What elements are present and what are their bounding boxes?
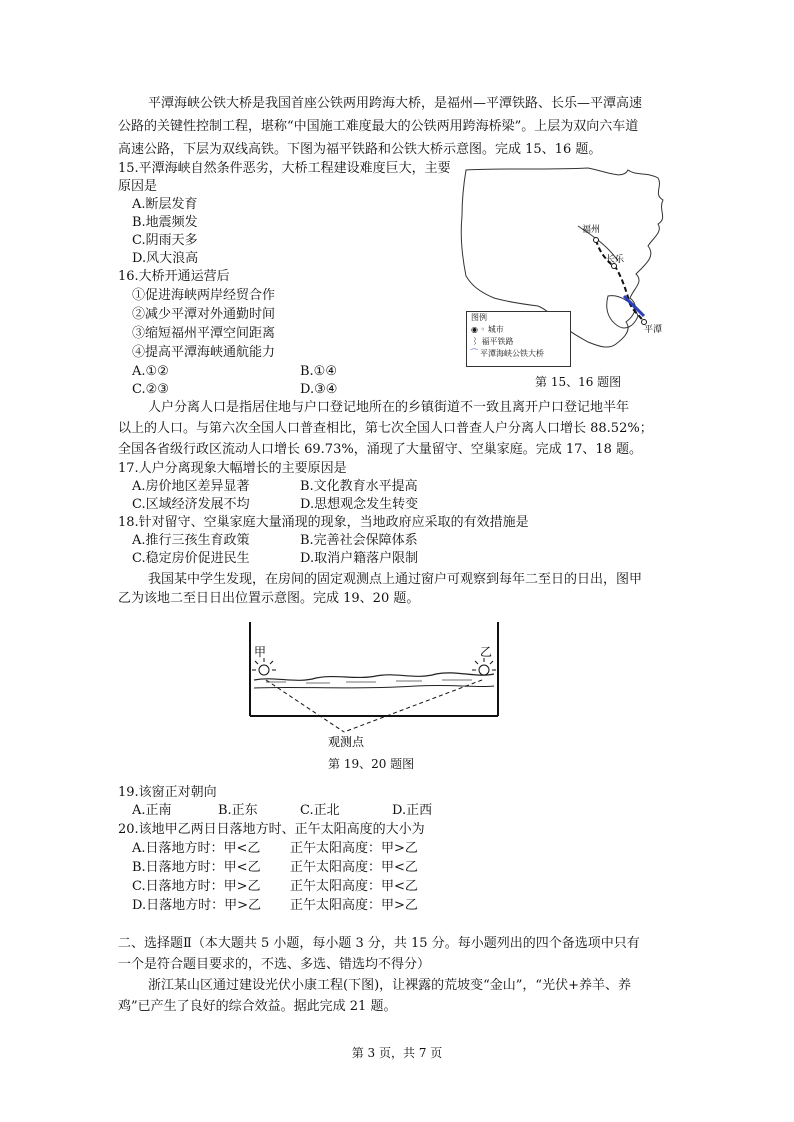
island-coast [607,296,638,328]
q19-option-d[interactable]: D.正西 [392,803,433,818]
city-marker-fuzhou [594,238,599,243]
q18-option-a[interactable]: A.推行三孩生育政策 [132,533,250,548]
q15-stem-1: 15.平潭海峡自然条件恶劣，大桥工程建设难度巨大，主要 [118,161,451,176]
q19-stem: 19.该窗正对朝向 [118,785,217,800]
sunrise-window-figure [236,620,506,750]
q16-item-2: ②减少平潭对外通勤时间 [132,307,276,322]
section2-line1: 二、选择题Ⅱ（本大题共 5 小题，每小题 3 分，共 15 分。每小题列出的四个备选项中只有 [118,936,640,951]
label-yi: 乙 [480,645,493,659]
intro2-line1: 人户分离人口是指居住地与户口登记地所在的乡镇街道不一致且离开户口登记地半年 [148,400,630,415]
q15-option-c[interactable]: C.阴雨天多 [132,233,198,248]
mountain-horizon [254,673,494,680]
q18-option-b[interactable]: B.完善社会保障体系 [300,533,418,548]
q16-option-b[interactable]: B.①④ [300,364,337,379]
q19-option-c[interactable]: C.正北 [300,803,340,818]
q20-option-b-part1[interactable]: B.日落地方时：甲<乙 [132,860,261,875]
q20-option-d-part2[interactable]: 正午太阳高度：甲>乙 [290,898,418,913]
q17-option-d[interactable]: D.思想观念发生转变 [300,497,419,512]
q15-option-b[interactable]: B.地震频发 [132,215,198,230]
horizon-line-2 [254,685,494,688]
sun-icon-jia [252,658,276,675]
legend-title: 图例 [471,313,487,322]
map-label-fuzhou: 福州 [582,225,601,235]
q17-option-b[interactable]: B.文化教育水平提高 [300,479,418,494]
q20-option-a-part1[interactable]: A.日落地方时：甲<乙 [132,841,261,856]
sun-icon-yi [472,658,496,675]
intro3-line1: 我国某中学生发现，在房间的固定观测点上通过窗户可观察到每年二至日的日出，图甲 [148,572,643,587]
intro2-line3: 全国各省级行政区流动人口增长 69.73%，涌现了大量留守、空巢家庭。完成 17、18 题。 [118,442,643,457]
q16-item-1: ①促进海峡两岸经贸合作 [132,288,276,303]
legend-bridge-row: ⁀ 平潭海峡公铁大桥 [471,349,544,358]
q20-stem: 20.该地甲乙两日日落地方时、正午太阳高度的大小为 [118,822,425,837]
q20-option-d-part1[interactable]: D.日落地方时：甲>乙 [132,898,261,913]
q15-option-a[interactable]: A.断层发育 [132,197,198,212]
q16-option-a[interactable]: A.①② [132,364,169,379]
legend-railway-row: ⌇ 福平铁路 [471,337,514,346]
legend-city-row: ◉ ◦ 城市 [471,325,504,334]
city-marker-pingtan [642,320,647,325]
q19-option-a[interactable]: A.正南 [132,803,172,818]
q20-option-c-part1[interactable]: C.日落地方时：甲>乙 [132,879,261,894]
q16-stem: 16.大桥开通运营后 [118,269,230,284]
q20-option-c-part2[interactable]: 正午太阳高度：甲<乙 [290,879,418,894]
q18-option-d[interactable]: D.取消户籍落户限制 [300,551,419,566]
q18-option-c[interactable]: C.稳定房价促进民生 [132,551,250,566]
q15-option-d[interactable]: D.风大浪高 [132,251,199,266]
intro1-line2: 公路的关键性控制工程，堪称“中国施工难度最大的公铁两用跨海桥梁”。上层为双向六车道 [118,119,639,134]
map-label-pingtan: 平潭 [644,325,663,335]
label-jia: 甲 [254,645,267,659]
q16-option-c[interactable]: C.②③ [132,382,169,397]
q17-stem: 17.人户分离现象大幅增长的主要原因是 [118,461,347,476]
map-label-changle: 长乐 [606,255,625,265]
q17-option-a[interactable]: A.房价地区差异显著 [132,479,250,494]
map-legend [466,311,571,367]
q19-option-b[interactable]: B.正东 [218,803,258,818]
section2-line2: 一个是符合题目要求的，不选、多选、错选均不得分） [118,957,431,972]
q16-item-4: ④提高平潭海峡通航能力 [132,345,276,360]
intro2-line2: 以上的人口。与第六次全国人口普查相比，第七次全国人口普查人户分离人口增长 88.52%； [118,421,653,436]
intro1-line1: 平潭海峡公铁大桥是我国首座公铁两用跨海大桥，是福州—平潭铁路、长乐—平潭高速 [148,96,643,111]
q18-stem: 18.针对留守、空巢家庭大量涌现的现象，当地政府应采取的有效措施是 [118,515,529,530]
q17-option-c[interactable]: C.区域经济发展不均 [132,497,250,512]
page-footer: 第 3 页，共 7 页 [351,1046,443,1060]
q16-option-d[interactable]: D.③④ [300,382,338,397]
intro4-line1: 浙江某山区通过建设光伏小康工程(下图)，让裸露的荒坡变“金山”，“光伏+养羊、养 [148,978,631,993]
q16-item-3: ③缩短福州平潭空间距离 [132,326,276,341]
q15-stem-2: 原因是 [118,179,158,194]
intro1-line3: 高速公路，下层为双线高铁。下图为福平铁路和公铁大桥示意图。完成 15、16 题。 [118,142,602,157]
intro4-line2: 鸡”已产生了良好的综合效益。据此完成 21 题。 [118,999,397,1014]
map-caption: 第 15、16 题图 [535,375,622,389]
fig2-caption: 第 19、20 题图 [328,757,415,771]
intro3-line2: 乙为该地二至日日出位置示意图。完成 19、20 题。 [118,591,420,606]
q20-option-b-part2[interactable]: 正午太阳高度：甲<乙 [290,860,418,875]
label-observation-point: 观测点 [328,735,365,749]
q20-option-a-part2[interactable]: 正午太阳高度：甲>乙 [290,841,418,856]
